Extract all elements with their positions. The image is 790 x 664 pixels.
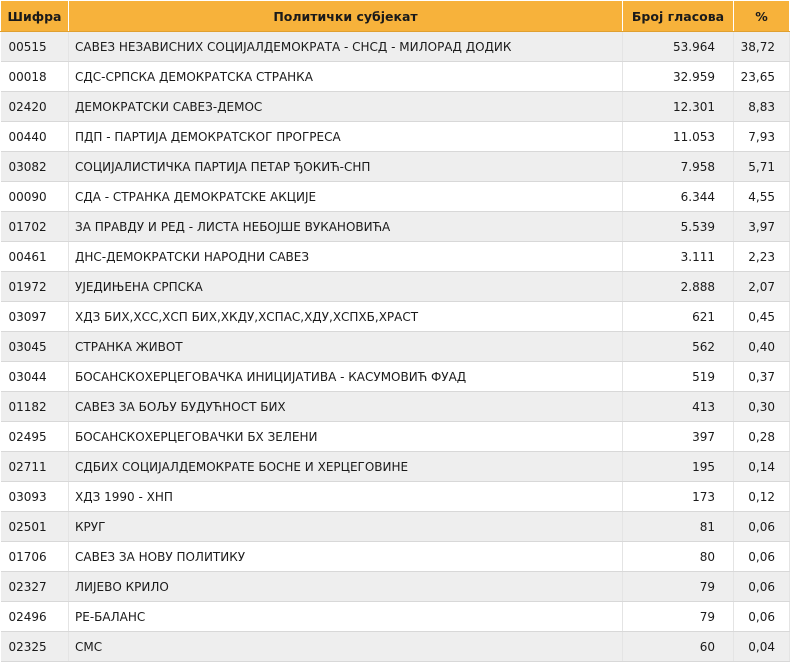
table-row (1, 482, 790, 512)
cell-votes: 519 (623, 362, 734, 392)
table-row (1, 122, 790, 152)
cell-votes: 413 (623, 392, 734, 422)
cell-votes: 12.301 (623, 92, 734, 122)
cell-percent: 0,37 (734, 362, 790, 392)
table-row (1, 182, 790, 212)
cell-votes: 3.111 (623, 242, 734, 272)
cell-code: 02495 (1, 422, 69, 452)
table-row (1, 512, 790, 542)
cell-percent: 0,14 (734, 452, 790, 482)
cell-party: КРУГ (69, 512, 623, 542)
cell-votes: 80 (623, 542, 734, 572)
table-row (1, 152, 790, 182)
cell-party: ХДЗ БИХ,ХСС,ХСП БИХ,ХКДУ,ХСПАС,ХДУ,ХСПХБ,ХРАСТ (69, 302, 623, 332)
cell-percent: 2,07 (734, 272, 790, 302)
cell-party: ЗА ПРАВДУ И РЕД - ЛИСТА НЕБОЈШЕ ВУКАНОВИЋА (69, 212, 623, 242)
table-row (1, 632, 790, 662)
cell-party: БОСАНСКОХЕРЦЕГОВАЧКИ БХ ЗЕЛЕНИ (69, 422, 623, 452)
cell-party: СОЦИЈАЛИСТИЧКА ПАРТИЈА ПЕТАР ЂОКИЋ-СНП (69, 152, 623, 182)
cell-votes: 53.964 (623, 32, 734, 62)
table-row (1, 272, 790, 302)
cell-code: 02496 (1, 602, 69, 632)
cell-votes: 173 (623, 482, 734, 512)
cell-votes: 32.959 (623, 62, 734, 92)
cell-code: 02327 (1, 572, 69, 602)
cell-code: 01182 (1, 392, 69, 422)
cell-votes: 621 (623, 302, 734, 332)
cell-votes: 6.344 (623, 182, 734, 212)
cell-code: 03097 (1, 302, 69, 332)
cell-votes: 397 (623, 422, 734, 452)
cell-party: РЕ-БАЛАНС (69, 602, 623, 632)
cell-code: 00515 (1, 32, 69, 62)
cell-code: 01702 (1, 212, 69, 242)
cell-percent: 2,23 (734, 242, 790, 272)
cell-percent: 38,72 (734, 32, 790, 62)
cell-percent: 3,97 (734, 212, 790, 242)
table-row (1, 32, 790, 62)
cell-votes: 562 (623, 332, 734, 362)
table-row (1, 362, 790, 392)
cell-percent: 0,30 (734, 392, 790, 422)
header-row (1, 1, 790, 32)
table-row (1, 542, 790, 572)
cell-code: 02711 (1, 452, 69, 482)
header-percent: % (734, 1, 790, 32)
cell-party: СДБИХ СОЦИЈАЛДЕМОКРАТЕ БОСНЕ И ХЕРЦЕГОВИНЕ (69, 452, 623, 482)
cell-party: САВЕЗ ЗА НОВУ ПОЛИТИКУ (69, 542, 623, 572)
table-row (1, 92, 790, 122)
cell-votes: 11.053 (623, 122, 734, 152)
cell-party: УЈЕДИЊЕНА СРПСКА (69, 272, 623, 302)
table-row (1, 62, 790, 92)
cell-party: СДС-СРПСКА ДЕМОКРАТСКА СТРАНКА (69, 62, 623, 92)
cell-votes: 60 (623, 632, 734, 662)
cell-votes: 5.539 (623, 212, 734, 242)
table-row (1, 392, 790, 422)
cell-percent: 23,65 (734, 62, 790, 92)
cell-party: САВЕЗ ЗА БОЉУ БУДУЋНОСТ БИХ (69, 392, 623, 422)
table-row (1, 332, 790, 362)
table-row (1, 602, 790, 632)
header-votes: Број гласова (623, 1, 734, 32)
cell-votes: 2.888 (623, 272, 734, 302)
table-row (1, 452, 790, 482)
cell-code: 03093 (1, 482, 69, 512)
cell-party: ХДЗ 1990 - ХНП (69, 482, 623, 512)
header-party: Политички субјекат (69, 1, 623, 32)
cell-code: 02501 (1, 512, 69, 542)
cell-percent: 0,06 (734, 512, 790, 542)
header-code: Шифра (1, 1, 69, 32)
cell-party: СМС (69, 632, 623, 662)
cell-percent: 7,93 (734, 122, 790, 152)
table-row (1, 422, 790, 452)
cell-percent: 0,12 (734, 482, 790, 512)
cell-percent: 8,83 (734, 92, 790, 122)
cell-votes: 81 (623, 512, 734, 542)
cell-votes: 195 (623, 452, 734, 482)
cell-percent: 0,06 (734, 542, 790, 572)
table-row (1, 572, 790, 602)
cell-code: 02325 (1, 632, 69, 662)
cell-percent: 0,04 (734, 632, 790, 662)
cell-code: 03045 (1, 332, 69, 362)
cell-percent: 0,06 (734, 602, 790, 632)
cell-votes: 79 (623, 572, 734, 602)
cell-party: ДНС-ДЕМОКРАТСКИ НАРОДНИ САВЕЗ (69, 242, 623, 272)
cell-party: БОСАНСКОХЕРЦЕГОВАЧКА ИНИЦИЈАТИВА - КАСУМОВИЋ ФУАД (69, 362, 623, 392)
cell-percent: 0,40 (734, 332, 790, 362)
cell-code: 00090 (1, 182, 69, 212)
cell-code: 00018 (1, 62, 69, 92)
cell-code: 01706 (1, 542, 69, 572)
cell-code: 03044 (1, 362, 69, 392)
cell-percent: 0,28 (734, 422, 790, 452)
cell-code: 02420 (1, 92, 69, 122)
cell-party: САВЕЗ НЕЗАВИСНИХ СОЦИЈАЛДЕМОКРАТА - СНСД - МИЛОРАД ДОДИК (69, 32, 623, 62)
cell-party: ПДП - ПАРТИЈА ДЕМОКРАТСКОГ ПРОГРЕСА (69, 122, 623, 152)
cell-percent: 5,71 (734, 152, 790, 182)
cell-votes: 7.958 (623, 152, 734, 182)
table-row (1, 302, 790, 332)
table-row (1, 242, 790, 272)
cell-code: 03082 (1, 152, 69, 182)
cell-code: 00461 (1, 242, 69, 272)
cell-percent: 0,06 (734, 572, 790, 602)
cell-party: ЛИЈЕВО КРИЛО (69, 572, 623, 602)
cell-party: ДЕМОКРАТСКИ САВЕЗ-ДЕМОС (69, 92, 623, 122)
cell-code: 01972 (1, 272, 69, 302)
cell-party: СДА - СТРАНКА ДЕМОКРАТСКЕ АКЦИЈЕ (69, 182, 623, 212)
cell-votes: 79 (623, 602, 734, 632)
cell-percent: 0,45 (734, 302, 790, 332)
cell-code: 00440 (1, 122, 69, 152)
table-row (1, 212, 790, 242)
cell-party: СТРАНКА ЖИВОТ (69, 332, 623, 362)
cell-percent: 4,55 (734, 182, 790, 212)
